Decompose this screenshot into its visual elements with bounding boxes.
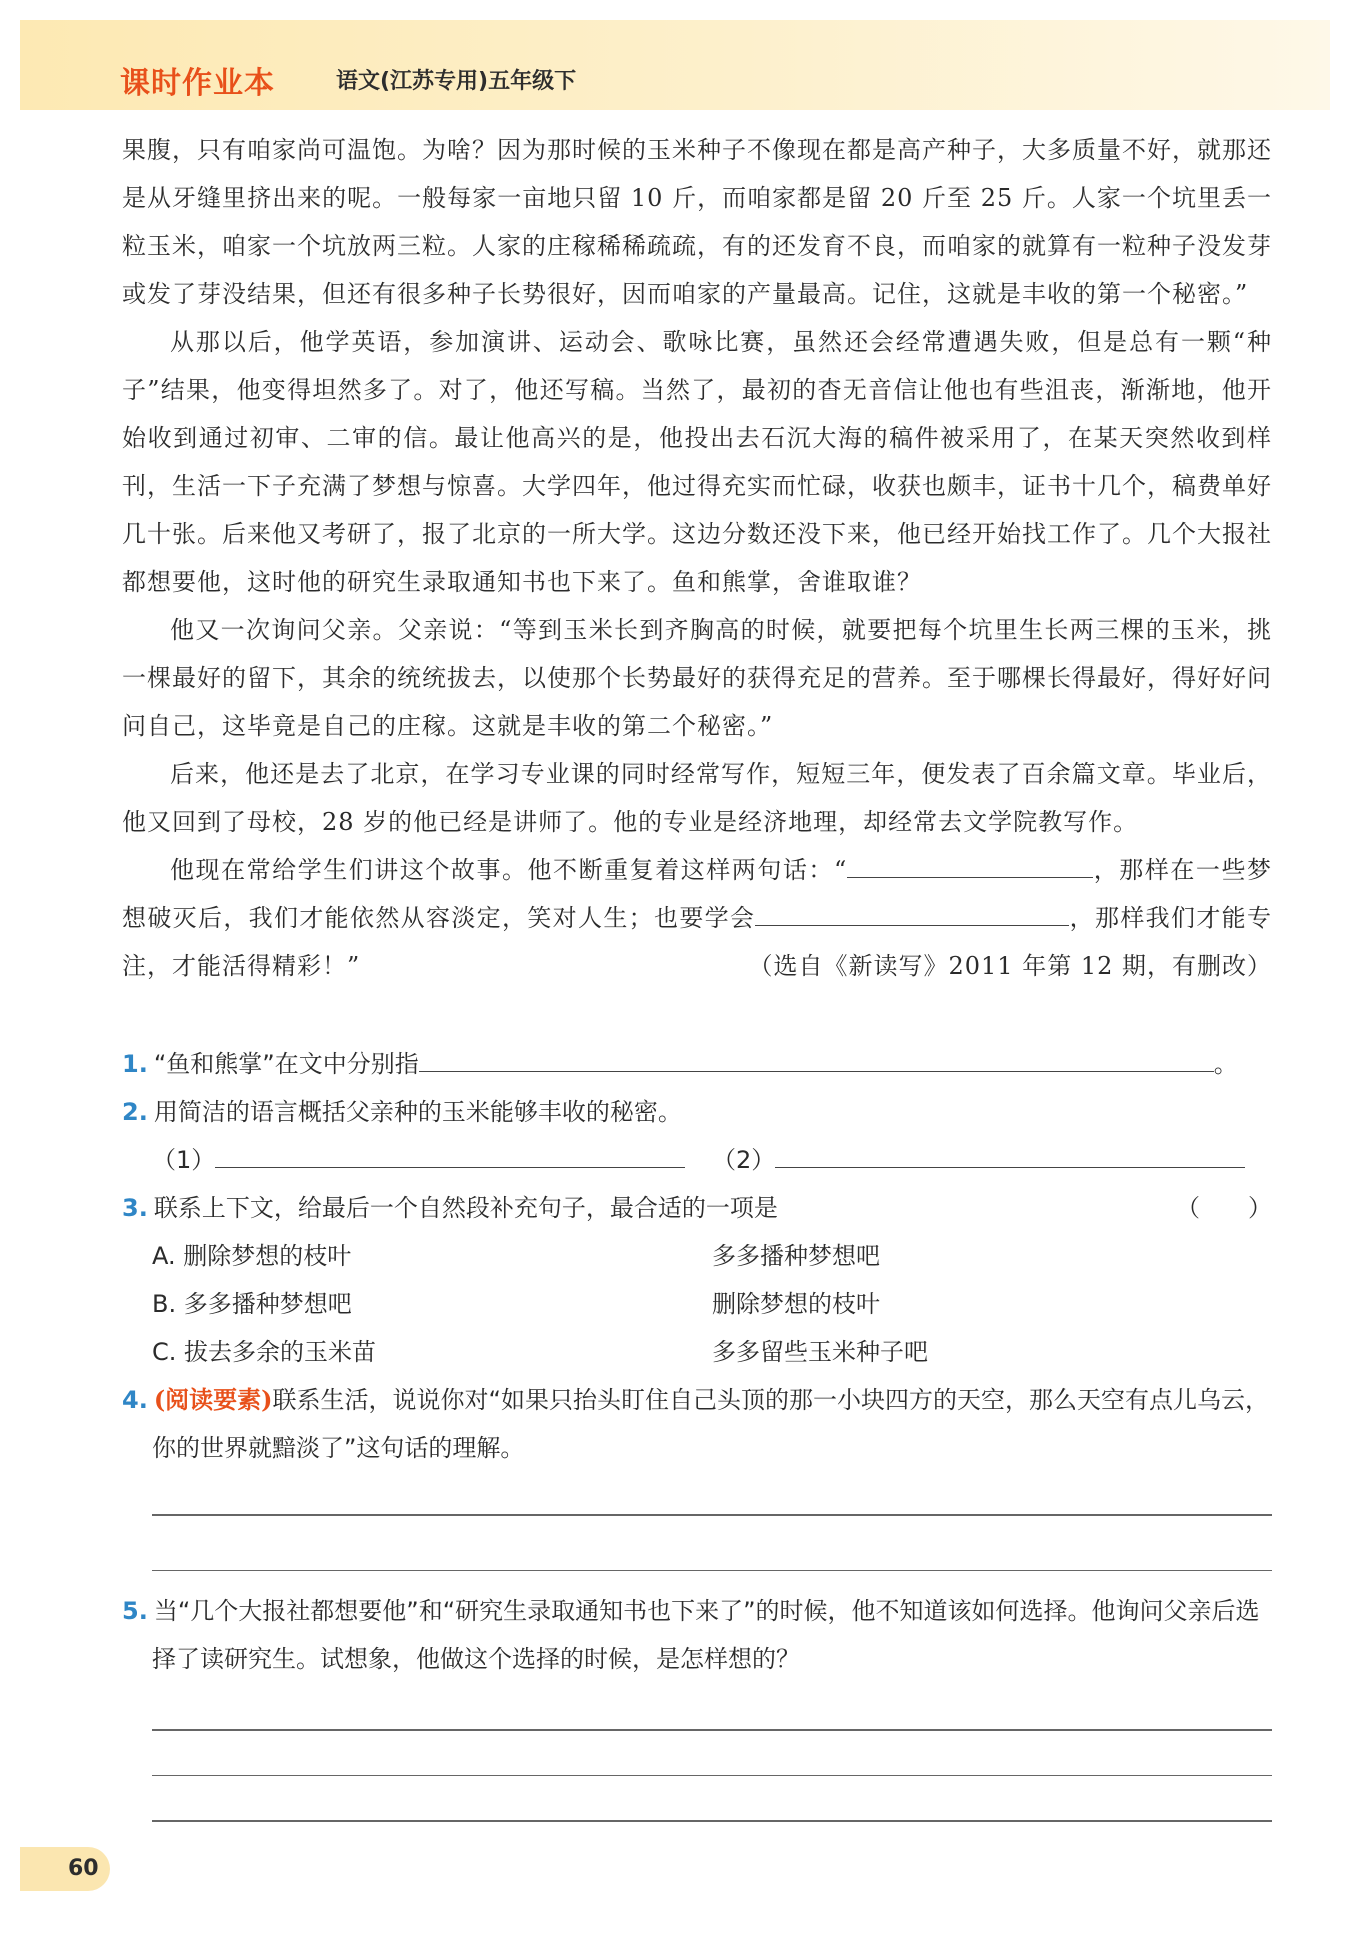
question-text: 用简洁的语言概括父亲种的玉米能够丰收的秘密。	[153, 1098, 682, 1126]
passage-p5-part3: ，那样我们才能专注，才能活得精彩！”	[122, 904, 1273, 980]
question-text: “鱼和熊掌”在文中分别指	[153, 1050, 419, 1078]
question-text: 联系上下文，给最后一个自然段补充句子，最合适的一项是	[153, 1194, 778, 1222]
option-a[interactable]	[122, 1232, 1272, 1280]
brand-title: 课时作业本	[120, 66, 275, 101]
question-end-mark: 。	[1213, 1050, 1238, 1078]
option-a-right: 多多播种梦想吧	[712, 1242, 880, 1270]
answer-blank[interactable]	[419, 1041, 1214, 1072]
question-1	[122, 1040, 1272, 1088]
subanswer-label-2: （2）	[712, 1146, 776, 1174]
question-number: 2.	[122, 1098, 148, 1126]
reading-passage	[122, 126, 1272, 990]
question-number: 5.	[122, 1597, 148, 1625]
subanswer-label-1: （1）	[152, 1146, 216, 1174]
option-b-left: B. 多多播种梦想吧	[152, 1290, 352, 1318]
passage-paragraph-2: 从那以后，他学英语，参加演讲、运动会、歌咏比赛，虽然还会经常遭遇失败，但是总有一颗“种子”结果，他变得坦然多了。对了，他还写稿。当然了，最初的杳无音信让他也有些沮丧，渐渐地，他开始收到通过初审、二审的信。最让他高兴的是，他投出去石沉大海的稿件被采用了，在某天突然收到样刊，生活一下子充满了梦想与惊喜。大学四年，他过得充实而忙碌，收获也颇丰，证书十几个，稿费单好几十张。后来他又考研了，报了北京的一所大学。这边分数还没下来，他已经开始找工作了。几个大报社都想要他，这时他的研究生录取通知书也下来了。鱼和熊掌，舍谁取谁？	[122, 328, 1272, 596]
question-text: 联系生活，说说你对“如果只抬头盯住自己头顶的那一小块四方的天空，那么天空有点儿乌云，你的世界就黯淡了”这句话的理解。	[152, 1386, 1269, 1462]
question-3	[122, 1184, 1272, 1232]
passage-p5-part1: 他现在常给学生们讲这个故事。他不断重复着这样两句话：“	[170, 856, 848, 884]
fill-blank-1[interactable]	[847, 847, 1093, 878]
option-a-left: A. 删除梦想的枝叶	[152, 1242, 352, 1270]
questions-section	[122, 1040, 1272, 1822]
question-2	[122, 1088, 1272, 1136]
option-c-left: C. 拔去多余的玉米苗	[152, 1338, 377, 1366]
question-2-subanswers	[122, 1136, 1272, 1184]
answer-parentheses[interactable]: （ ）	[1176, 1194, 1272, 1222]
question-number: 1.	[122, 1050, 148, 1078]
option-c-right: 多多留些玉米种子吧	[712, 1338, 928, 1366]
answer-blank-1[interactable]	[215, 1137, 685, 1168]
question-number: 4.	[122, 1386, 148, 1414]
answer-blank-2[interactable]	[775, 1137, 1245, 1168]
source-citation: （选自《新读写》2011 年第 12 期，有删改）	[748, 952, 1272, 980]
subject-title: 语文(江苏专用)五年级下	[336, 69, 577, 94]
option-b[interactable]	[122, 1280, 1272, 1328]
page-number: 60	[20, 1847, 110, 1891]
option-c[interactable]	[122, 1328, 1272, 1376]
fill-blank-2[interactable]	[755, 895, 1069, 926]
page-header	[20, 20, 1330, 110]
question-text: 当“几个大报社都想要他”和“研究生录取通知书也下来了”的时候，他不知道该如何选择。他询问父亲后选择了读研究生。试想象，他做这个选择的时候，是怎样想的？	[152, 1597, 1260, 1673]
question-5	[122, 1587, 1272, 1683]
question-number: 3.	[122, 1194, 148, 1222]
question-4	[122, 1376, 1272, 1472]
passage-paragraph-4: 后来，他还是去了北京，在学习专业课的同时经常写作，短短三年，便发表了百余篇文章。毕业后，他又回到了母校，28 岁的他已经是讲师了。他的专业是经济地理，却经常去文学院教写作。	[122, 760, 1272, 836]
option-b-right: 删除梦想的枝叶	[712, 1290, 880, 1318]
reading-element-tag: (阅读要素)	[153, 1385, 273, 1414]
passage-paragraph-1: 果腹，只有咱家尚可温饱。为啥？因为那时候的玉米种子不像现在都是高产种子，大多质量不好，就那还是从牙缝里挤出来的呢。一般每家一亩地只留 10 斤，而咱家都是留 20 斤至 25 斤。人家一个坑里丢一粒玉米，咱家一个坑放两三粒。人家的庄稼稀稀疏疏，有的还发育不良，而咱家的就算有一粒种子没发芽或发了芽没结果，但还有很多种子长势很好，因而咱家的产量最高。记住，这就是丰收的第一个秘密。”	[122, 136, 1272, 308]
passage-paragraph-3: 他又一次询问父亲。父亲说：“等到玉米长到齐胸高的时候，就要把每个坑里生长两三棵的玉米，挑一棵最好的留下，其余的统统拔去，以使那个长势最好的获得充足的营养。至于哪棵长得最好，得好好问问自己，这毕竟是自己的庄稼。这就是丰收的第二个秘密。”	[122, 616, 1272, 740]
passage-p5-part2: ，那样在一些梦想破灭后，我们才能依然从容淡定，笑对人生；也要学会	[122, 856, 1272, 932]
answer-line[interactable]	[152, 1820, 1272, 1822]
